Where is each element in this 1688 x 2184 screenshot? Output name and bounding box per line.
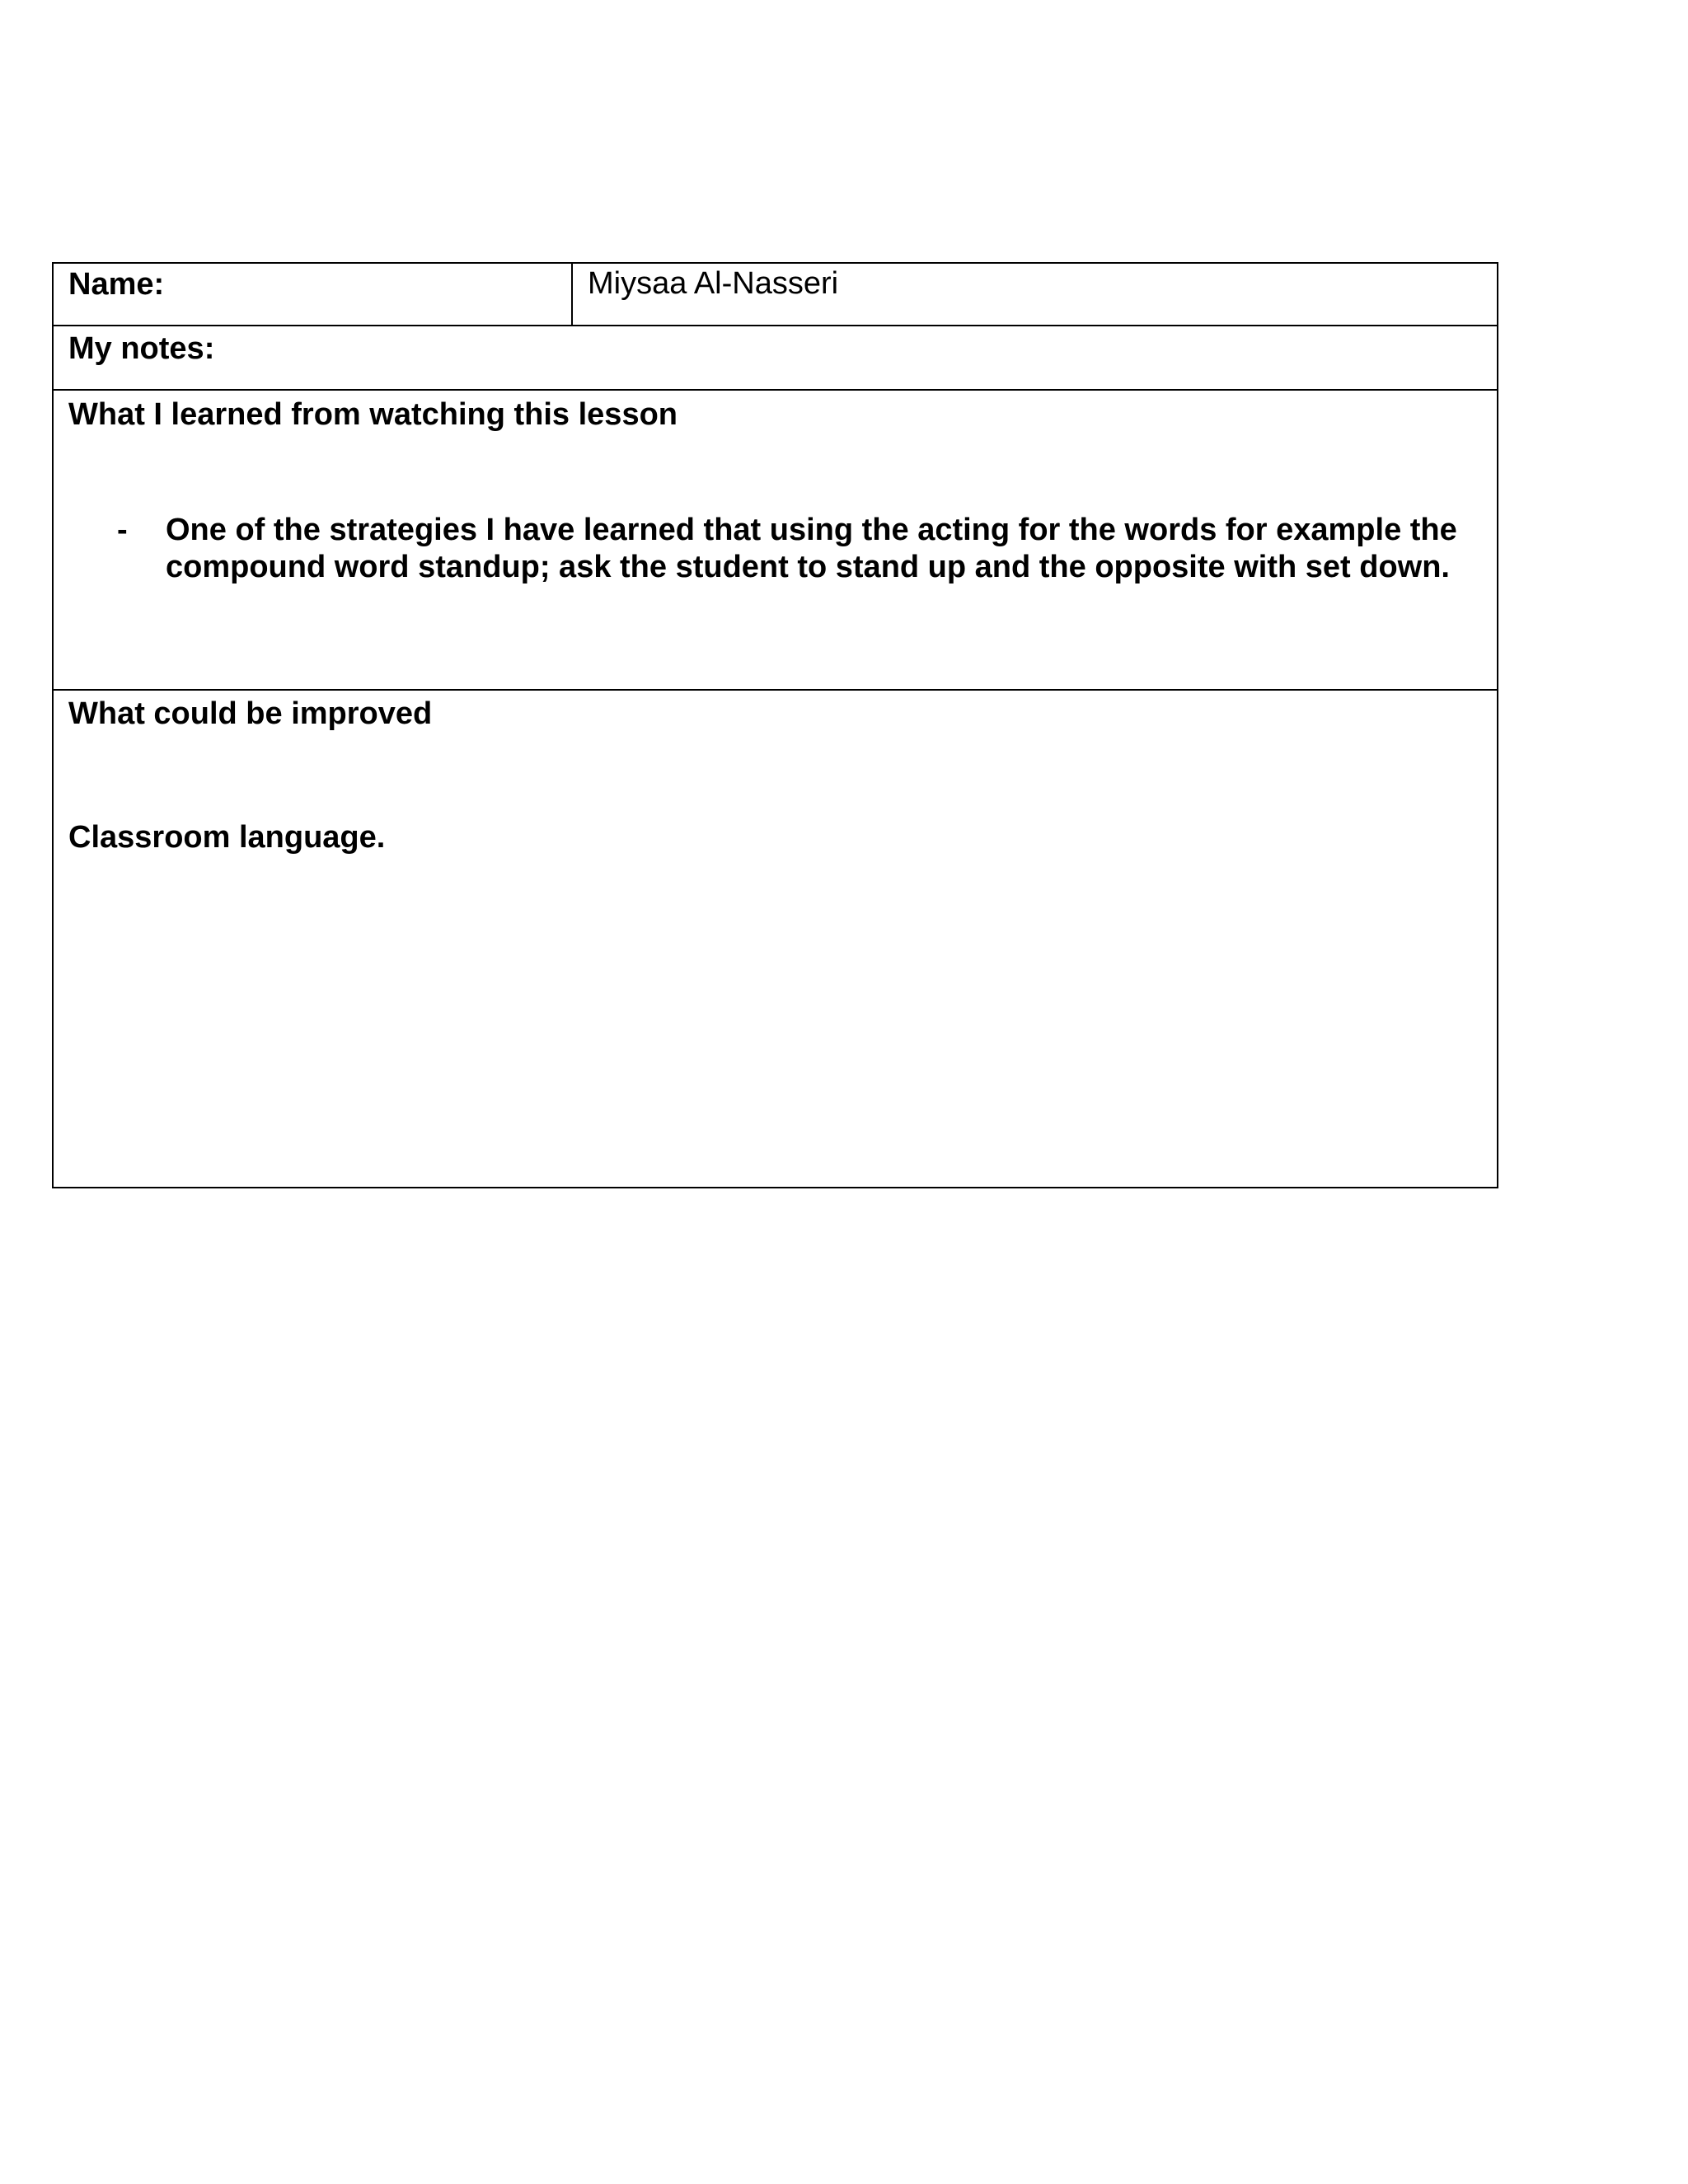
name-row: [54, 264, 1497, 326]
improved-section: [54, 691, 1497, 1187]
name-label: Name:: [68, 267, 165, 302]
improved-item: Classroom language.: [68, 820, 386, 855]
lesson-notes-form: [52, 262, 1498, 1188]
name-value: Miysaa Al-Nasseri: [588, 266, 839, 301]
improved-heading: What could be improved: [68, 696, 433, 731]
name-label-cell: [54, 264, 573, 325]
my-notes-label: My notes:: [68, 331, 215, 366]
learned-bullet-text: One of the strategies I have learned that using the acting for the words for example the compound word standup; ask the student to stand up and the opposite with set down.: [166, 513, 1457, 584]
learned-heading: What I learned from watching this lesson: [68, 397, 678, 432]
my-notes-row: [54, 326, 1497, 391]
learned-section: [54, 391, 1497, 691]
bullet-marker: -: [117, 513, 128, 547]
